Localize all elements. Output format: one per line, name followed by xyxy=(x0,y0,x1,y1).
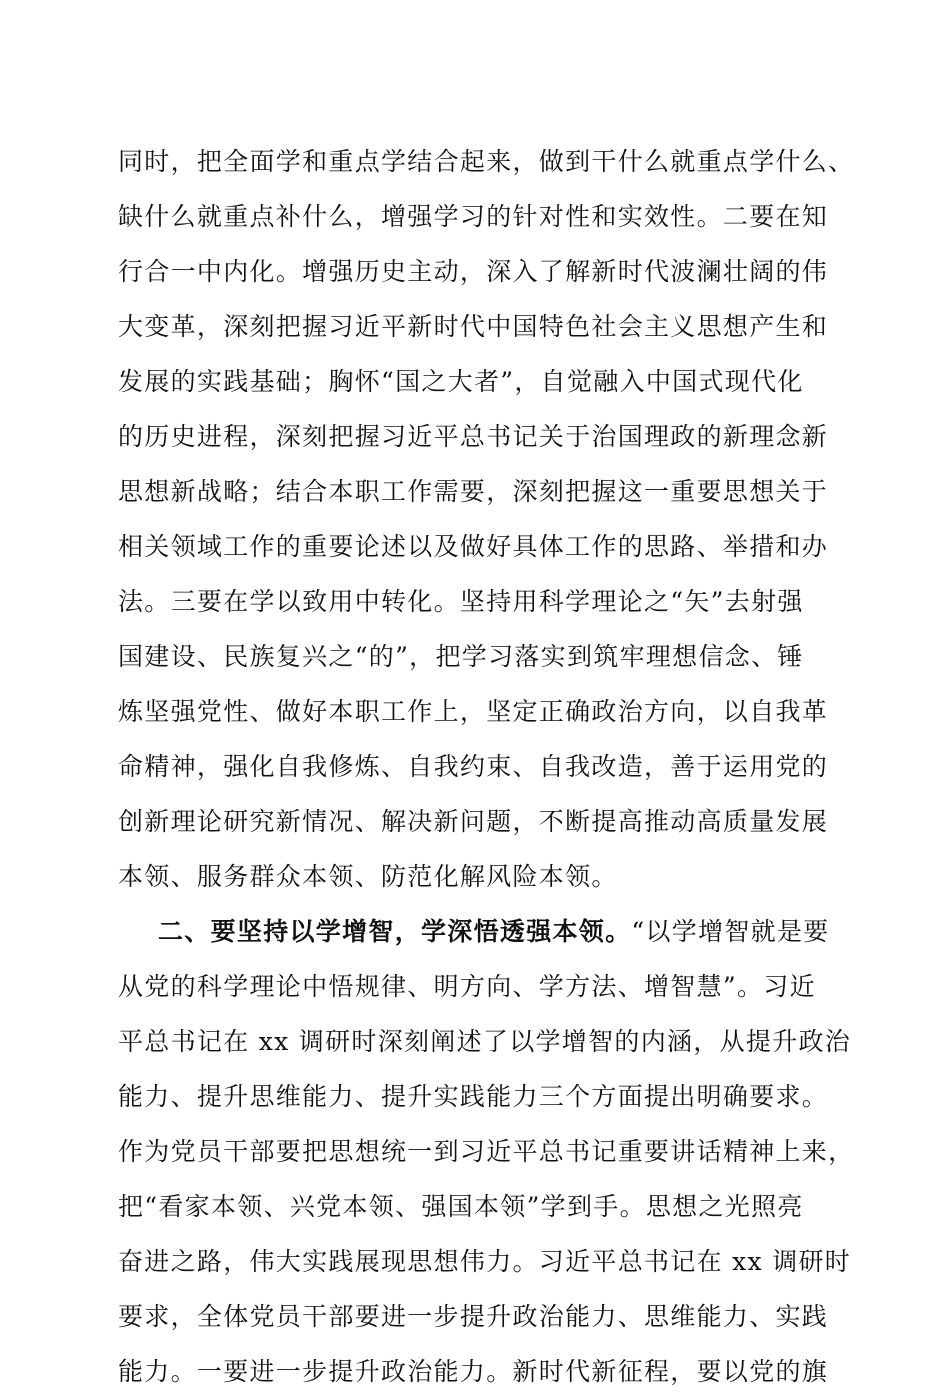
body-text xyxy=(118,134,855,1399)
text-line: 创新理论研究新情况、解决新问题，不断提高推动高质量发展 xyxy=(118,807,829,836)
text-line: 缺什么就重点补什么，增强学习的针对性和实效性。二要在知 xyxy=(118,202,829,231)
text-line-first xyxy=(118,904,838,959)
text-line: 行合一中内化。增强历史主动，深入了解新时代波澜壮阔的伟 xyxy=(118,257,829,286)
text-line: 大变革，深刻把握习近平新时代中国特色社会主义思想产生和 xyxy=(118,312,829,341)
text-line: 相关领域工作的重要论述以及做好具体工作的思路、举措和办 xyxy=(118,532,829,561)
text-line: 平总书记在 xx 调研时深刻阐述了以学增智的内涵，从提升政治 xyxy=(118,1027,852,1056)
text-line: 要求，全体党员干部要进一步提升政治能力、思维能力、实践 xyxy=(118,1302,829,1331)
text-line: 从党的科学理论中悟规律、明方向、学方法、增智慧”。习近 xyxy=(118,972,816,1001)
text-line: 思想新战略；结合本职工作需要，深刻把握这一重要思想关于 xyxy=(118,477,829,506)
section-heading: 二、要坚持以学增智，学深悟透强本领。 xyxy=(158,917,632,946)
heading-continuation: “以学增智就是要 xyxy=(631,917,830,946)
text-line: 发展的实践基础；胸怀“国之大者”，自觉融入中国式现代化 xyxy=(118,367,804,396)
paragraph-2 xyxy=(118,904,855,1399)
text-line: 能力。一要进一步提升政治能力。新时代新征程，要以党的旗 xyxy=(118,1357,829,1386)
text-line: 能力、提升思维能力、提升实践能力三个方面提出明确要求。 xyxy=(118,1082,829,1111)
text-line: 命精神，强化自我修炼、自我约束、自我改造，善于运用党的 xyxy=(118,752,829,781)
text-line: 同时，把全面学和重点学结合起来，做到干什么就重点学什么、 xyxy=(118,147,855,176)
text-line: 法。三要在学以致用中转化。坚持用科学理论之“矢”去射强 xyxy=(118,587,804,616)
text-line: 炼坚强党性、做好本职工作上，坚定正确政治方向，以自我革 xyxy=(118,697,829,726)
text-line: 的历史进程，深刻把握习近平总书记关于治国理政的新理念新 xyxy=(118,422,829,451)
text-line: 本领、服务群众本领、防范化解风险本领。 xyxy=(118,862,618,891)
text-line: 国建设、民族复兴之“的”，把学习落实到筑牢理想信念、锤 xyxy=(118,642,804,671)
text-line: 奋进之路，伟大实践展现思想伟力。习近平总书记在 xx 调研时 xyxy=(118,1247,852,1276)
text-line: 作为党员干部要把思想统一到习近平总书记重要讲话精神上来， xyxy=(118,1137,855,1166)
text-line: 把“看家本领、兴党本领、强国本领”学到手。思想之光照亮 xyxy=(118,1192,804,1221)
paragraph-1 xyxy=(118,134,855,904)
